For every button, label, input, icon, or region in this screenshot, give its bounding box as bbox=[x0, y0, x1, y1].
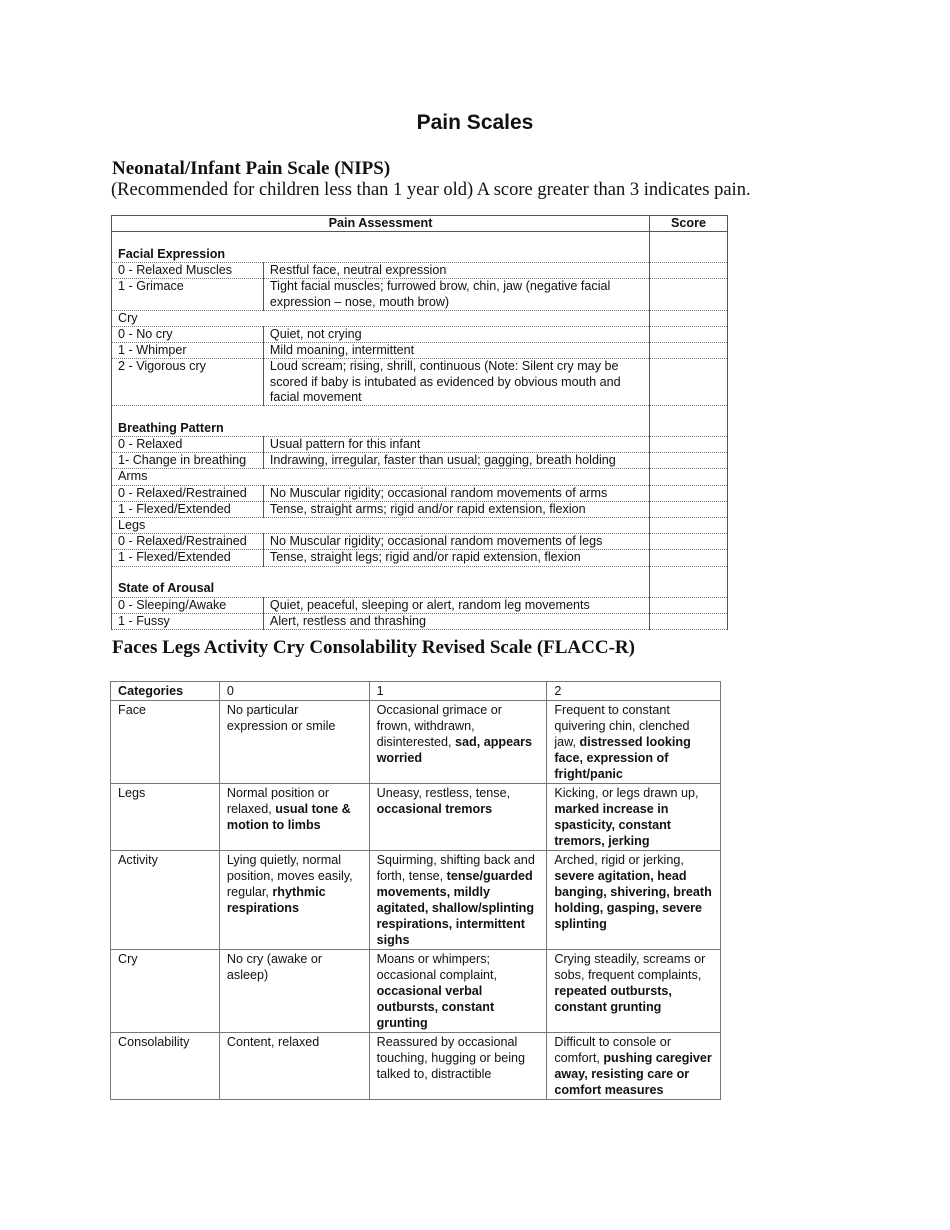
section-row bbox=[112, 232, 728, 263]
score-cell bbox=[650, 232, 728, 263]
cell-text: Frequent to constant quivering chin, clenched jaw, bbox=[554, 703, 690, 749]
table-header-row bbox=[111, 682, 721, 701]
cell-text: Moans or whimpers; occasional complaint, bbox=[376, 952, 498, 982]
table-row bbox=[112, 501, 728, 517]
cell-text: Lying quietly, normal position, moves easily, regular, bbox=[226, 853, 353, 899]
table-row bbox=[112, 359, 728, 406]
page-title: Pain Scales bbox=[416, 111, 534, 134]
level-desc: Tense, straight legs; rigid and/or rapid extension, flexion bbox=[263, 550, 649, 566]
level-desc: Quiet, not crying bbox=[263, 327, 649, 343]
score-cell bbox=[650, 518, 728, 534]
section-legs: Legs bbox=[112, 518, 650, 534]
score-cell bbox=[650, 469, 728, 485]
cell-text: Normal position or relaxed, bbox=[226, 786, 330, 816]
section-row bbox=[112, 566, 728, 597]
flacc-heading: Faces Legs Activity Cry Consolability Revised Scale (FLACC-R) bbox=[112, 637, 635, 658]
score-cell bbox=[650, 406, 728, 437]
level-label: 1 - Flexed/Extended bbox=[112, 550, 264, 566]
cell-bold-text: sad, appears worried bbox=[376, 735, 533, 765]
col-1: 1 bbox=[369, 682, 547, 701]
level-label: 1 - Grimace bbox=[112, 279, 264, 310]
score-cell bbox=[650, 566, 728, 597]
section-arms: Arms bbox=[112, 469, 650, 485]
col-score: Score bbox=[650, 216, 728, 232]
score-2-cell bbox=[547, 701, 721, 784]
cell-text: Squirming, shifting back and forth, tense, bbox=[376, 853, 535, 883]
table-row bbox=[112, 453, 728, 469]
table-row bbox=[112, 485, 728, 501]
section-cry: Cry bbox=[112, 310, 650, 326]
table-row bbox=[111, 784, 721, 851]
table-row bbox=[112, 597, 728, 613]
cell-bold-text: marked increase in spasticity, constant tremors, jerking bbox=[554, 802, 671, 848]
score-1-cell: Reassured by occasional touching, hugging or being talked to, distractible bbox=[369, 1033, 547, 1100]
cell-bold-text: occasional verbal outbursts, constant grunting bbox=[376, 984, 495, 1030]
score-1-cell bbox=[369, 784, 547, 851]
score-0-cell: Content, relaxed bbox=[219, 1033, 369, 1100]
section-row bbox=[112, 518, 728, 534]
section-row bbox=[112, 469, 728, 485]
nips-table bbox=[111, 215, 728, 630]
section-arousal: State of Arousal bbox=[112, 566, 650, 597]
section-row bbox=[112, 310, 728, 326]
cell-text: Uneasy, restless, tense, bbox=[376, 786, 511, 800]
score-cell bbox=[650, 534, 728, 550]
level-label: 0 - Relaxed bbox=[112, 437, 264, 453]
level-desc: Alert, restless and thrashing bbox=[263, 613, 649, 629]
table-row bbox=[111, 851, 721, 950]
score-1-cell bbox=[369, 701, 547, 784]
table-row bbox=[112, 327, 728, 343]
col-categories: Categories bbox=[111, 682, 220, 701]
cell-text: Difficult to console or comfort, bbox=[554, 1035, 672, 1065]
category-cell: Consolability bbox=[111, 1033, 220, 1100]
cell-bold-text: distressed looking face, expression of fright/panic bbox=[554, 735, 691, 781]
table-header-row bbox=[112, 216, 728, 232]
score-2-cell bbox=[547, 851, 721, 950]
category-cell: Legs bbox=[111, 784, 220, 851]
cell-text: Crying steadily, screams or sobs, frequent complaints, bbox=[554, 952, 706, 982]
category-cell: Cry bbox=[111, 950, 220, 1033]
section-row bbox=[112, 406, 728, 437]
score-2-cell bbox=[547, 1033, 721, 1100]
level-label: 1- Change in breathing bbox=[112, 453, 264, 469]
score-1-cell bbox=[369, 851, 547, 950]
score-cell bbox=[650, 501, 728, 517]
table-row bbox=[112, 534, 728, 550]
level-label: 0 - Sleeping/Awake bbox=[112, 597, 264, 613]
level-desc: Restful face, neutral expression bbox=[263, 263, 649, 279]
cell-bold-text: usual tone & motion to limbs bbox=[226, 802, 351, 832]
level-label: 0 - Relaxed/Restrained bbox=[112, 485, 264, 501]
table-row bbox=[112, 550, 728, 566]
level-desc: Mild moaning, intermittent bbox=[263, 343, 649, 359]
cell-bold-text: pushing caregiver away, resisting care or comfort measures bbox=[554, 1051, 712, 1097]
section-facial: Facial Expression bbox=[112, 232, 650, 263]
score-0-cell bbox=[219, 851, 369, 950]
category-cell: Activity bbox=[111, 851, 220, 950]
level-label: 0 - Relaxed Muscles bbox=[112, 263, 264, 279]
table-row bbox=[111, 1033, 721, 1100]
level-label: 1 - Whimper bbox=[112, 343, 264, 359]
table-row bbox=[112, 613, 728, 629]
col-0: 0 bbox=[219, 682, 369, 701]
score-cell bbox=[650, 453, 728, 469]
cell-bold-text: repeated outbursts, constant grunting bbox=[554, 984, 672, 1014]
level-label: 2 - Vigorous cry bbox=[112, 359, 264, 406]
score-cell bbox=[650, 327, 728, 343]
cell-bold-text: rhythmic respirations bbox=[226, 885, 326, 915]
cell-bold-text: occasional tremors bbox=[376, 802, 493, 816]
score-cell bbox=[650, 597, 728, 613]
score-cell bbox=[650, 263, 728, 279]
level-desc: No Muscular rigidity; occasional random movements of legs bbox=[263, 534, 649, 550]
flacc-table bbox=[110, 681, 721, 1100]
score-cell bbox=[650, 437, 728, 453]
score-0-cell: No cry (awake or asleep) bbox=[219, 950, 369, 1033]
score-cell bbox=[650, 485, 728, 501]
cell-bold-text: severe agitation, head banging, shivering, breath holding, gasping, severe splinting bbox=[554, 869, 712, 931]
score-2-cell bbox=[547, 784, 721, 851]
level-desc: Loud scream; rising, shrill, continuous (Note: Silent cry may be scored if baby is intubated as evidenced by obvious mouth and facial movement bbox=[263, 359, 649, 406]
score-cell bbox=[650, 550, 728, 566]
cell-text: Arched, rigid or jerking, bbox=[554, 853, 684, 867]
level-desc: Tense, straight arms; rigid and/or rapid extension, flexion bbox=[263, 501, 649, 517]
level-label: 0 - No cry bbox=[112, 327, 264, 343]
section-breathing: Breathing Pattern bbox=[112, 406, 650, 437]
level-desc: Usual pattern for this infant bbox=[263, 437, 649, 453]
table-row bbox=[111, 701, 721, 784]
score-cell bbox=[650, 359, 728, 406]
level-desc: Tight facial muscles; furrowed brow, chin, jaw (negative facial expression – nose, mouth brow) bbox=[263, 279, 649, 310]
level-label: 1 - Flexed/Extended bbox=[112, 501, 264, 517]
score-0-cell bbox=[219, 784, 369, 851]
nips-note: (Recommended for children less than 1 year old) A score greater than 3 indicates pain. bbox=[111, 180, 751, 200]
level-label: 1 - Fussy bbox=[112, 613, 264, 629]
cell-text: Occasional grimace or frown, withdrawn, disinterested, bbox=[376, 703, 502, 749]
table-row bbox=[112, 437, 728, 453]
score-cell bbox=[650, 310, 728, 326]
category-cell: Face bbox=[111, 701, 220, 784]
level-desc: Indrawing, irregular, faster than usual; gagging, breath holding bbox=[263, 453, 649, 469]
score-cell bbox=[650, 343, 728, 359]
level-desc: No Muscular rigidity; occasional random movements of arms bbox=[263, 485, 649, 501]
score-0-cell: No particular expression or smile bbox=[219, 701, 369, 784]
cell-text: Kicking, or legs drawn up, bbox=[554, 786, 699, 800]
table-row bbox=[112, 343, 728, 359]
col-2: 2 bbox=[547, 682, 721, 701]
score-cell bbox=[650, 613, 728, 629]
score-2-cell bbox=[547, 950, 721, 1033]
nips-heading: Neonatal/Infant Pain Scale (NIPS) bbox=[112, 158, 391, 179]
cell-bold-text: tense/guarded movements, mildly agitated, shallow/splinting respirations, intermittent sighs bbox=[376, 869, 535, 947]
table-row bbox=[112, 279, 728, 310]
table-row bbox=[112, 263, 728, 279]
level-label: 0 - Relaxed/Restrained bbox=[112, 534, 264, 550]
score-1-cell bbox=[369, 950, 547, 1033]
col-assessment: Pain Assessment bbox=[112, 216, 650, 232]
score-cell bbox=[650, 279, 728, 310]
level-desc: Quiet, peaceful, sleeping or alert, random leg movements bbox=[263, 597, 649, 613]
table-row bbox=[111, 950, 721, 1033]
